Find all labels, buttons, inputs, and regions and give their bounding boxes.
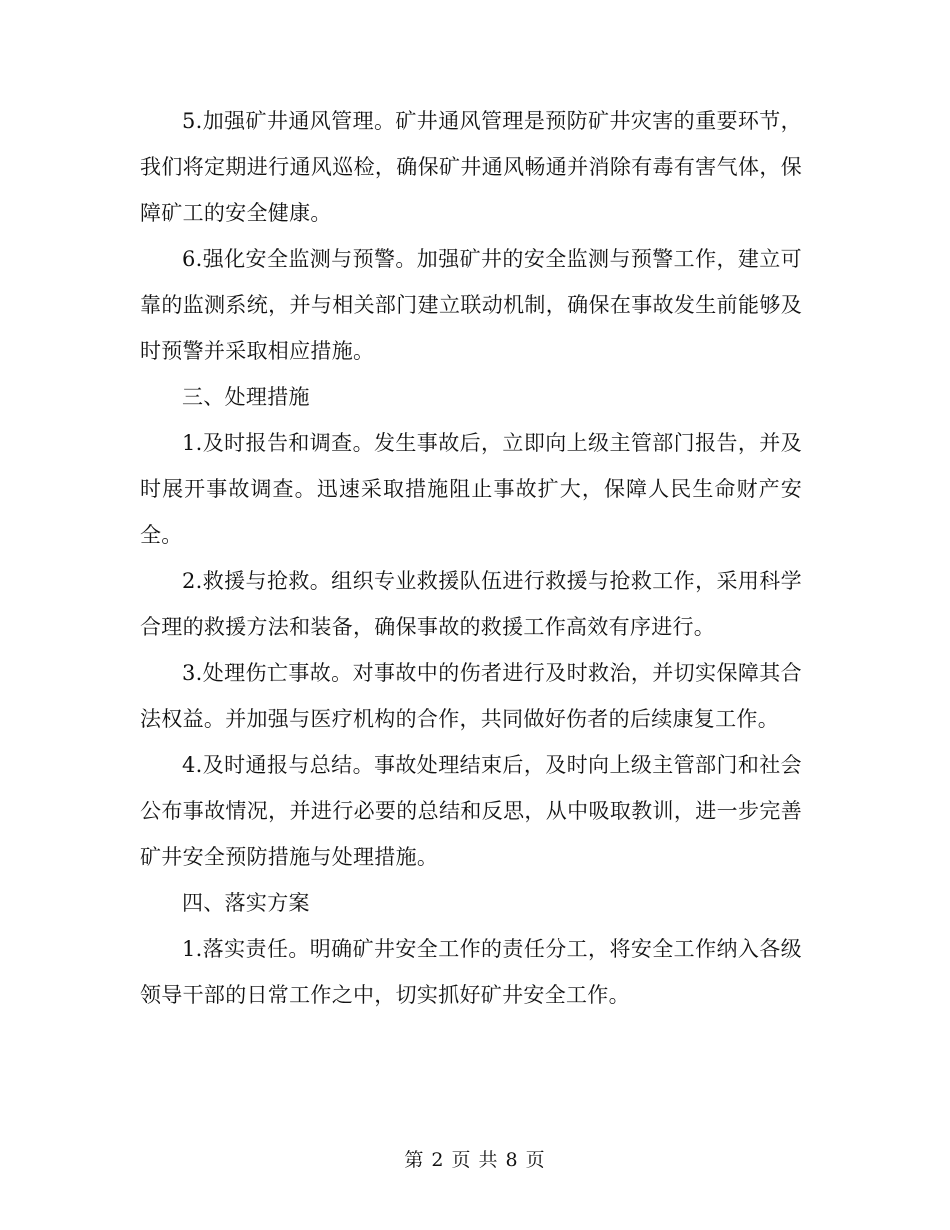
document-body	[140, 98, 802, 1018]
paragraph-ventilation: 5.加强矿井通风管理。矿井通风管理是预防矿井灾害的重要环节，我们将定期进行通风巡检，确保矿井通风畅通并消除有毒有害气体，保障矿工的安全健康。	[140, 109, 802, 225]
section-heading-handling: 三、处理措施	[182, 385, 310, 409]
paragraph-monitoring: 6.强化安全监测与预警。加强矿井的安全监测与预警工作，建立可靠的监测系统，并与相关部门建立联动机制，确保在事故发生前能够及时预警并采取相应措施。	[140, 247, 802, 363]
paragraph-summary: 4.及时通报与总结。事故处理结束后，及时向上级主管部门和社会公布事故情况，并进行必要的总结和反思，从中吸取教训，进一步完善矿井安全预防措施与处理措施。	[140, 753, 802, 869]
page-number-footer: 第 2 页 共 8 页	[404, 1149, 546, 1171]
section-heading-implementation: 四、落实方案	[182, 891, 310, 915]
paragraph-rescue: 2.救援与抢救。组织专业救援队伍进行救援与抢救工作，采用科学合理的救援方法和装备，确保事故的救援工作高效有序进行。	[140, 569, 802, 639]
paragraph-report: 1.及时报告和调查。发生事故后，立即向上级主管部门报告，并及时展开事故调查。迅速采取措施阻止事故扩大，保障人民生命财产安全。	[140, 431, 802, 547]
paragraph-responsibility: 1.落实责任。明确矿井安全工作的责任分工，将安全工作纳入各级领导干部的日常工作之中，切实抓好矿井安全工作。	[140, 937, 802, 1007]
paragraph-casualties: 3.处理伤亡事故。对事故中的伤者进行及时救治，并切实保障其合法权益。并加强与医疗机构的合作，共同做好伤者的后续康复工作。	[140, 661, 802, 731]
